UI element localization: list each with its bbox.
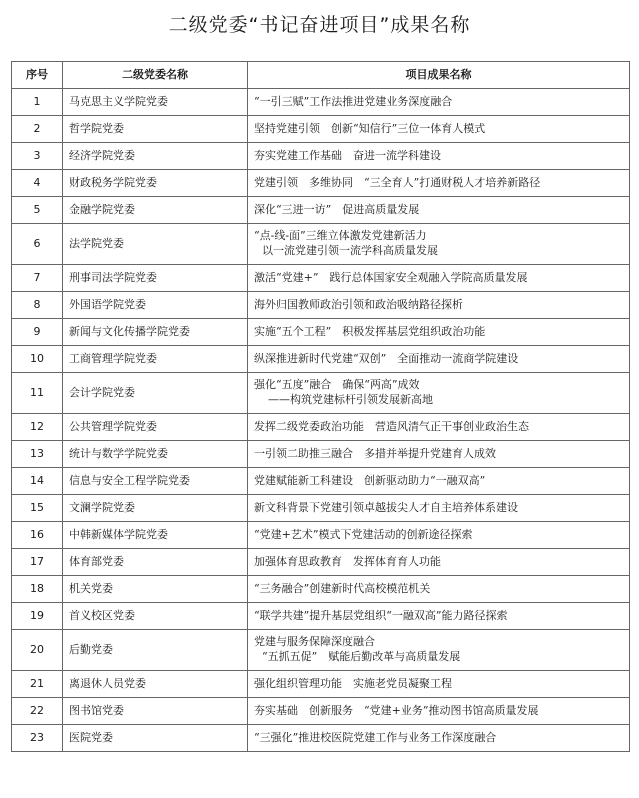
project-line: 深化“三进一访” 促进高质量发展 xyxy=(254,202,420,216)
project-result-name xyxy=(248,671,630,698)
table-row xyxy=(12,495,630,522)
project-line: “一引三赋”工作法推进党建业务深度融合 xyxy=(254,94,453,108)
header-project: 项目成果名称 xyxy=(248,62,630,89)
table-row xyxy=(12,224,630,265)
party-committee-name: 信息与安全工程学院党委 xyxy=(63,468,248,495)
party-committee-name: 法学院党委 xyxy=(63,224,248,265)
project-line: 海外归国教师政治引领和政治吸纳路径探析 xyxy=(254,297,463,311)
project-line: 党建赋能新工科建设 创新驱动助力“一融双高” xyxy=(254,473,486,487)
project-result-name xyxy=(248,89,630,116)
project-line: 新文科背景下党建引领卓越拔尖人才自主培养体系建设 xyxy=(254,500,518,514)
project-result-name xyxy=(248,224,630,265)
party-committee-name: 医院党委 xyxy=(63,725,248,752)
project-result-name xyxy=(248,373,630,414)
table-row xyxy=(12,671,630,698)
row-number: 19 xyxy=(12,603,63,630)
project-result-name xyxy=(248,265,630,292)
project-result-name xyxy=(248,522,630,549)
party-committee-name: 体育部党委 xyxy=(63,549,248,576)
table-row xyxy=(12,89,630,116)
project-line: 一引领二助推三融合 多措并举提升党建育人成效 xyxy=(254,446,496,460)
table-row xyxy=(12,603,630,630)
project-line: ——构筑党建标杆引领发展新高地 xyxy=(268,393,433,406)
row-number: 12 xyxy=(12,414,63,441)
table-row xyxy=(12,265,630,292)
party-committee-name: 中韩新媒体学院党委 xyxy=(63,522,248,549)
party-committee-name: 新闻与文化传播学院党委 xyxy=(63,319,248,346)
results-table xyxy=(11,61,630,752)
project-line: 纵深推进新时代党建“双创” 全面推动一流商学院建设 xyxy=(254,351,519,365)
project-line: 党建与服务保障深度融合 xyxy=(254,635,375,649)
row-number: 10 xyxy=(12,346,63,373)
page-title: 二级党委“书记奋进项目”成果名称 xyxy=(168,14,471,36)
row-number: 7 xyxy=(12,265,63,292)
project-result-name xyxy=(248,143,630,170)
project-result-name xyxy=(248,170,630,197)
row-number: 16 xyxy=(12,522,63,549)
project-line: 实施“五个工程” 积极发挥基层党组织政治功能 xyxy=(254,324,486,338)
party-committee-name: 工商管理学院党委 xyxy=(63,346,248,373)
party-committee-name: 会计学院党委 xyxy=(63,373,248,414)
party-committee-name: 统计与数学学院党委 xyxy=(63,441,248,468)
row-number: 11 xyxy=(12,373,63,414)
project-result-name xyxy=(248,468,630,495)
party-committee-name: 文澜学院党委 xyxy=(63,495,248,522)
project-result-name xyxy=(248,292,630,319)
party-committee-name: 外国语学院党委 xyxy=(63,292,248,319)
table-row xyxy=(12,468,630,495)
project-result-name xyxy=(248,603,630,630)
project-line: 夯实基础 创新服务 “党建+业务”推动图书馆高质量发展 xyxy=(254,703,539,717)
project-result-name xyxy=(248,630,630,671)
header-number: 序号 xyxy=(12,62,63,89)
project-line: “三务融合”创建新时代高校模范机关 xyxy=(254,581,431,595)
project-result-name xyxy=(248,549,630,576)
table-row xyxy=(12,725,630,752)
table-row xyxy=(12,319,630,346)
row-number: 4 xyxy=(12,170,63,197)
project-line: 加强体育思政教育 发挥体育育人功能 xyxy=(254,554,441,568)
project-line: “三强化”推进校医院党建工作与业务工作深度融合 xyxy=(254,730,497,744)
row-number: 3 xyxy=(12,143,63,170)
project-line: “联学共建”提升基层党组织“一融双高”能力路径探索 xyxy=(254,608,508,622)
row-number: 8 xyxy=(12,292,63,319)
table-row xyxy=(12,441,630,468)
project-line: “点-线-面”三维立体激发党建新活力 xyxy=(254,229,427,243)
project-result-name xyxy=(248,495,630,522)
project-result-name xyxy=(248,346,630,373)
project-line: 坚持党建引领 创新“知信行”三位一体育人模式 xyxy=(254,121,486,135)
table-row xyxy=(12,522,630,549)
project-line: 党建引领 多维协同 “三全育人”打通财税人才培养新路径 xyxy=(254,175,541,189)
party-committee-name: 经济学院党委 xyxy=(63,143,248,170)
row-number: 23 xyxy=(12,725,63,752)
project-result-name xyxy=(248,441,630,468)
party-committee-name: 金融学院党委 xyxy=(63,197,248,224)
row-number: 5 xyxy=(12,197,63,224)
party-committee-name: 哲学院党委 xyxy=(63,116,248,143)
table-row xyxy=(12,292,630,319)
party-committee-name: 机关党委 xyxy=(63,576,248,603)
party-committee-name: 马克思主义学院党委 xyxy=(63,89,248,116)
party-committee-name: 图书馆党委 xyxy=(63,698,248,725)
row-number: 1 xyxy=(12,89,63,116)
project-line: 强化组织管理功能 实施老党员凝聚工程 xyxy=(254,676,452,690)
row-number: 18 xyxy=(12,576,63,603)
row-number: 14 xyxy=(12,468,63,495)
table-header-row xyxy=(12,62,630,89)
project-line: 夯实党建工作基础 奋进一流学科建设 xyxy=(254,148,441,162)
party-committee-name: 离退休人员党委 xyxy=(63,671,248,698)
project-line: 以一流党建引领一流学科高质量发展 xyxy=(262,244,438,257)
project-result-name xyxy=(248,197,630,224)
project-line: 发挥二级党委政治功能 营造风清气正干事创业政治生态 xyxy=(254,419,529,433)
row-number: 17 xyxy=(12,549,63,576)
row-number: 15 xyxy=(12,495,63,522)
table-row xyxy=(12,197,630,224)
project-result-name xyxy=(248,576,630,603)
table-row xyxy=(12,576,630,603)
project-line: 强化“五度”融合 确保“两高”成效 xyxy=(254,378,420,392)
project-line: “五抓五促” 赋能后勤改革与高质量发展 xyxy=(262,650,461,663)
row-number: 6 xyxy=(12,224,63,265)
project-result-name xyxy=(248,116,630,143)
project-line: 激活“党建+” 践行总体国家安全观融入学院高质量发展 xyxy=(254,270,528,284)
table-row xyxy=(12,549,630,576)
table-row xyxy=(12,346,630,373)
party-committee-name: 后勤党委 xyxy=(63,630,248,671)
row-number: 21 xyxy=(12,671,63,698)
project-result-name xyxy=(248,414,630,441)
party-committee-name: 财政税务学院党委 xyxy=(63,170,248,197)
party-committee-name: 刑事司法学院党委 xyxy=(63,265,248,292)
table-row xyxy=(12,116,630,143)
row-number: 2 xyxy=(12,116,63,143)
table-row xyxy=(12,414,630,441)
table-body xyxy=(12,89,630,752)
party-committee-name: 公共管理学院党委 xyxy=(63,414,248,441)
row-number: 22 xyxy=(12,698,63,725)
project-result-name xyxy=(248,698,630,725)
project-result-name xyxy=(248,725,630,752)
table-row xyxy=(12,630,630,671)
table-row xyxy=(12,143,630,170)
party-committee-name: 首义校区党委 xyxy=(63,603,248,630)
header-unit: 二级党委名称 xyxy=(63,62,248,89)
row-number: 13 xyxy=(12,441,63,468)
table-row xyxy=(12,373,630,414)
project-result-name xyxy=(248,319,630,346)
table-row xyxy=(12,698,630,725)
project-line: “党建+艺术”模式下党建活动的创新途径探索 xyxy=(254,527,473,541)
row-number: 9 xyxy=(12,319,63,346)
table-row xyxy=(12,170,630,197)
row-number: 20 xyxy=(12,630,63,671)
